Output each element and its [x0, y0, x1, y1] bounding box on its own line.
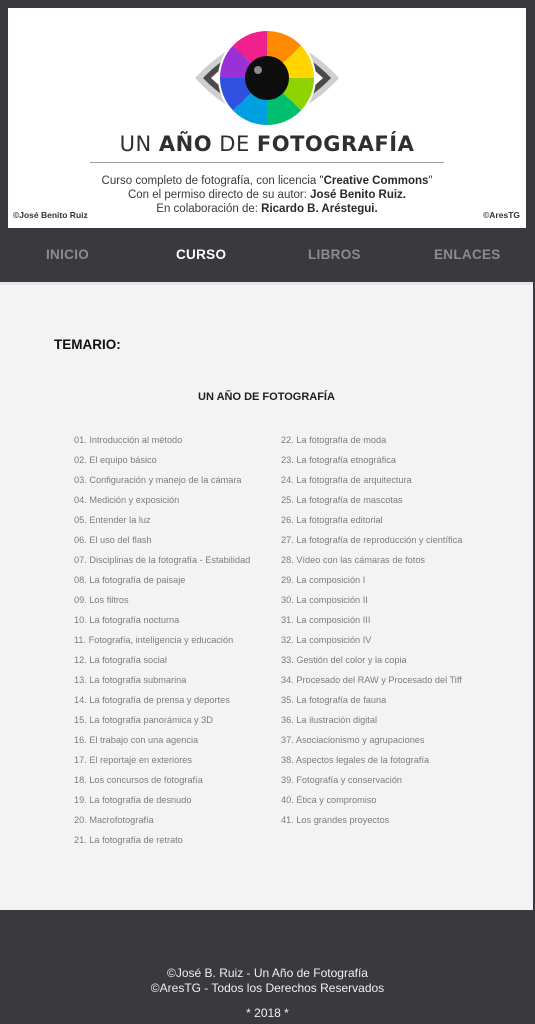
topic-link[interactable]: 07. Disciplinas de la fotografía - Estabilidad [74, 555, 251, 565]
topic-link[interactable]: 15. La fotografía panorámica y 3D [74, 715, 213, 725]
copyright-arestg: ©AresTG [483, 210, 520, 220]
eye-aperture-logo-icon [191, 20, 343, 130]
course-subtitle: UN AÑO DE FOTOGRAFÍA [198, 391, 335, 403]
collaboration-line: En colaboración de: Ricardo B. Aréstegui. [156, 203, 378, 215]
topic-link[interactable]: 33. Gestión del color y la copia [281, 655, 407, 665]
main-nav [0, 232, 535, 282]
topic-link[interactable]: 27. La fotografía de reproducción y científica [281, 535, 463, 545]
footer [0, 910, 535, 1024]
nav-item-libros[interactable]: LIBROS [308, 247, 361, 262]
topic-link[interactable]: 11. Fotografía, inteligencia y educación [74, 635, 234, 645]
topic-link[interactable]: 36. La ilustración digital [281, 715, 378, 725]
nav-item-inicio[interactable]: INICIO [46, 247, 90, 262]
author-line: Con el permiso directo de su autor: José Benito Ruiz. [127, 189, 407, 201]
topic-link[interactable]: 10. La fotografía nocturna [74, 615, 180, 625]
topic-link[interactable]: 16. El trabajo con una agencia [74, 735, 199, 745]
topic-link[interactable]: 19. La fotografía de desnudo [74, 795, 192, 805]
topic-link[interactable]: 08. La fotografía de paisaje [74, 575, 186, 585]
topic-link[interactable]: 39. Fotografía y conservación [281, 775, 403, 785]
topic-link[interactable]: 04. Medición y exposición [74, 495, 180, 505]
header [0, 0, 535, 232]
topic-link[interactable]: 05. Entender la luz [74, 515, 151, 525]
topic-link[interactable]: 06. El uso del flash [74, 535, 152, 545]
topic-link[interactable]: 37. Asociacionismo y agrupaciones [281, 735, 425, 745]
topic-link[interactable]: 09. Los filtros [74, 595, 129, 605]
license-line: Curso completo de fotografía, con licencia "Creative Commons" [101, 175, 433, 187]
topic-link[interactable]: 21. La fotografía de retrato [74, 835, 183, 845]
topic-link[interactable]: 26. La fotografía editorial [281, 515, 383, 525]
topic-link[interactable]: 18. Los concursos de fotografía [74, 775, 203, 785]
topic-link[interactable]: 12. La fotografía social [74, 655, 167, 665]
brand-divider [90, 162, 444, 163]
footer-copyright-rights: ©AresTG - Todos los Derechos Reservados [150, 981, 385, 995]
topic-link[interactable]: 41. Los grandes proyectos [281, 815, 390, 825]
topic-link[interactable]: 40. Ética y compromiso [281, 795, 377, 805]
topic-link[interactable]: 31. La composición III [281, 615, 371, 625]
topic-link[interactable]: 30. La composición II [281, 595, 368, 605]
topic-link[interactable]: 01. Introducción al método [74, 435, 183, 445]
topic-link[interactable]: 25. La fotografía de mascotas [281, 495, 403, 505]
topic-link[interactable]: 20. Macrofotografía [74, 815, 154, 825]
topic-link[interactable]: 17. El reportaje en exteriores [74, 755, 192, 765]
nav-item-curso[interactable]: CURSO [176, 247, 227, 262]
copyright-author: ©José Benito Ruiz [13, 210, 88, 220]
content-area [0, 282, 533, 910]
brand-title: UN AÑO DE FOTOGRAFÍA [119, 132, 415, 156]
topic-link[interactable]: 22. La fotografía de moda [281, 435, 387, 445]
topic-link[interactable]: 14. La fotografía de prensa y deportes [74, 695, 230, 705]
header-banner [8, 8, 526, 228]
topic-list-right [281, 435, 462, 835]
nav-item-enlaces[interactable]: ENLACES [434, 247, 501, 262]
footer-copyright-author: ©José B. Ruiz - Un Año de Fotografía [167, 966, 368, 980]
topic-link[interactable]: 02. El equipo básico [74, 455, 157, 465]
topic-link[interactable]: 03. Configuración y manejo de la cámara [74, 475, 242, 485]
topic-link[interactable]: 13. La fotografía submarina [74, 675, 187, 685]
topic-list-left [74, 435, 250, 855]
page-heading: TEMARIO: [54, 337, 121, 352]
topic-link[interactable]: 23. La fotografía etnográfica [281, 455, 396, 465]
topic-link[interactable]: 34. Procesado del RAW y Procesado del Tiff [281, 675, 462, 685]
topic-link[interactable]: 28. Vídeo con las cámaras de fotos [281, 555, 426, 565]
topic-link[interactable]: 38. Aspectos legales de la fotografía [281, 755, 430, 765]
topic-link[interactable]: 32. La composición IV [281, 635, 372, 645]
topic-link[interactable]: 29. La composición I [281, 575, 366, 585]
footer-year: * 2018 * [246, 1006, 289, 1020]
topic-link[interactable]: 24. La fotografía de arquitectura [281, 475, 412, 485]
topic-link[interactable]: 35. La fotografía de fauna [281, 695, 387, 705]
